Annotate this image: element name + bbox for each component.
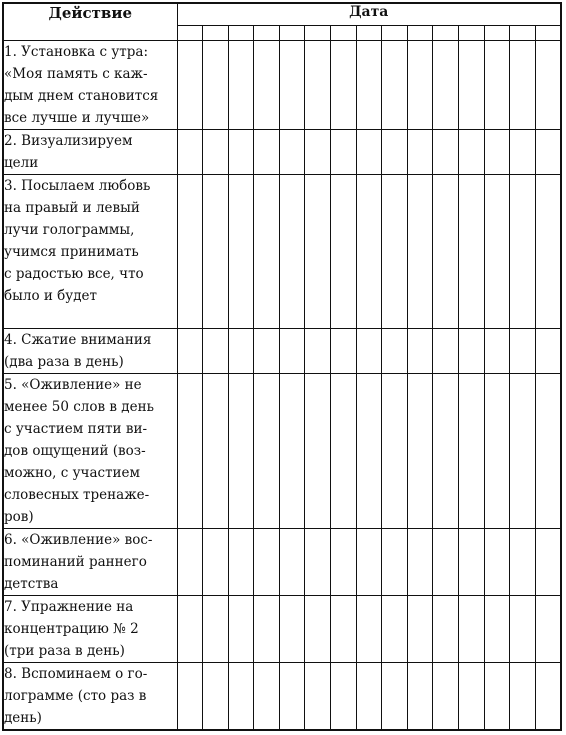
checkbox-cell[interactable] xyxy=(535,374,561,529)
checkbox-cell[interactable] xyxy=(407,529,433,596)
checkbox-cell[interactable] xyxy=(177,663,203,731)
checkbox-cell[interactable] xyxy=(459,41,485,130)
checkbox-cell[interactable] xyxy=(305,175,331,329)
checkbox-cell[interactable] xyxy=(356,130,382,175)
checkbox-cell[interactable] xyxy=(382,41,408,130)
checkbox-cell[interactable] xyxy=(228,175,254,329)
checkbox-cell[interactable] xyxy=(228,374,254,529)
checkbox-cell[interactable] xyxy=(433,663,459,731)
checkbox-cell[interactable] xyxy=(484,175,510,329)
checkbox-cell[interactable] xyxy=(535,596,561,663)
checkbox-cell[interactable] xyxy=(510,329,536,374)
date-cell[interactable] xyxy=(407,25,433,40)
checkbox-cell[interactable] xyxy=(510,130,536,175)
checkbox-cell[interactable] xyxy=(279,41,305,130)
checkbox-cell[interactable] xyxy=(382,529,408,596)
checkbox-cell[interactable] xyxy=(228,529,254,596)
table-row xyxy=(3,529,561,596)
checkbox-cell[interactable] xyxy=(407,175,433,329)
checkbox-cell[interactable] xyxy=(535,41,561,130)
checkbox-cell[interactable] xyxy=(484,529,510,596)
table-row xyxy=(3,329,561,374)
date-cell[interactable] xyxy=(228,25,254,40)
checkbox-cell[interactable] xyxy=(228,329,254,374)
checkbox-cell[interactable] xyxy=(535,175,561,329)
action-cell: 7. Упражнение на концентрацию № 2 (три раза в день) xyxy=(3,596,177,663)
checkbox-cell[interactable] xyxy=(279,374,305,529)
checkbox-cell[interactable] xyxy=(433,130,459,175)
table-row xyxy=(3,41,561,130)
checkbox-cell[interactable] xyxy=(203,130,229,175)
date-cell[interactable] xyxy=(254,25,280,40)
checkbox-cell[interactable] xyxy=(254,329,280,374)
checkbox-cell[interactable] xyxy=(407,329,433,374)
checkbox-cell[interactable] xyxy=(228,596,254,663)
checkbox-cell[interactable] xyxy=(407,596,433,663)
checkbox-cell[interactable] xyxy=(356,374,382,529)
checkbox-cell[interactable] xyxy=(331,329,357,374)
checkbox-cell[interactable] xyxy=(459,374,485,529)
action-cell: 3. Посылаем любовь на правый и левый лучи голограммы, учимся принимать с радостью все, что было и будет xyxy=(3,175,177,329)
table-row xyxy=(3,374,561,529)
checkbox-cell[interactable] xyxy=(459,596,485,663)
checkbox-cell[interactable] xyxy=(407,374,433,529)
checkbox-cell[interactable] xyxy=(433,175,459,329)
checkbox-cell[interactable] xyxy=(203,41,229,130)
checkbox-cell[interactable] xyxy=(228,41,254,130)
table-row xyxy=(3,663,561,731)
date-cell[interactable] xyxy=(433,25,459,40)
checkbox-cell[interactable] xyxy=(305,529,331,596)
checkbox-cell[interactable] xyxy=(433,374,459,529)
checkbox-cell[interactable] xyxy=(305,329,331,374)
checkbox-cell[interactable] xyxy=(254,596,280,663)
action-cell: 8. Вспоминаем о го- лограмме (сто раз в день) xyxy=(3,663,177,731)
table-row xyxy=(3,596,561,663)
checkbox-cell[interactable] xyxy=(331,41,357,130)
date-cell[interactable] xyxy=(356,25,382,40)
checkbox-cell[interactable] xyxy=(331,130,357,175)
checkbox-cell[interactable] xyxy=(203,663,229,731)
checkbox-cell[interactable] xyxy=(177,529,203,596)
checkbox-cell[interactable] xyxy=(484,130,510,175)
checkbox-cell[interactable] xyxy=(356,175,382,329)
checkbox-cell[interactable] xyxy=(382,329,408,374)
checkbox-cell[interactable] xyxy=(407,41,433,130)
checkbox-cell[interactable] xyxy=(535,130,561,175)
date-cell[interactable] xyxy=(177,25,203,40)
checkbox-cell[interactable] xyxy=(305,596,331,663)
checkbox-cell[interactable] xyxy=(228,663,254,731)
checkbox-cell[interactable] xyxy=(177,596,203,663)
checkbox-cell[interactable] xyxy=(331,596,357,663)
checkbox-cell[interactable] xyxy=(433,41,459,130)
checkbox-cell[interactable] xyxy=(177,329,203,374)
checkbox-cell[interactable] xyxy=(484,329,510,374)
checkbox-cell[interactable] xyxy=(254,374,280,529)
checkbox-cell[interactable] xyxy=(459,130,485,175)
checkbox-cell[interactable] xyxy=(177,374,203,529)
checkbox-cell[interactable] xyxy=(279,596,305,663)
checkbox-cell[interactable] xyxy=(305,130,331,175)
checkbox-cell[interactable] xyxy=(331,175,357,329)
checkbox-cell[interactable] xyxy=(203,175,229,329)
table-header xyxy=(3,3,561,41)
checkbox-cell[interactable] xyxy=(382,175,408,329)
checkbox-cell[interactable] xyxy=(254,663,280,731)
checkbox-cell[interactable] xyxy=(382,596,408,663)
checkbox-cell[interactable] xyxy=(407,663,433,731)
table-row xyxy=(3,175,561,329)
checkbox-cell[interactable] xyxy=(279,329,305,374)
checkbox-cell[interactable] xyxy=(459,529,485,596)
action-cell: 4. Сжатие внимания (два раза в день) xyxy=(3,329,177,374)
action-cell: 5. «Оживление» не менее 50 слов в день с участием пяти ви- дов ощущений (воз- можно, с участием словесных тренаже- ров) xyxy=(3,374,177,529)
date-cell[interactable] xyxy=(459,25,485,40)
checkbox-cell[interactable] xyxy=(433,329,459,374)
checkbox-cell[interactable] xyxy=(510,374,536,529)
checkbox-cell[interactable] xyxy=(433,529,459,596)
checkbox-cell[interactable] xyxy=(382,130,408,175)
checkbox-cell[interactable] xyxy=(279,175,305,329)
checkbox-cell[interactable] xyxy=(510,175,536,329)
checkbox-cell[interactable] xyxy=(203,374,229,529)
date-cell[interactable] xyxy=(331,25,357,40)
checkbox-cell[interactable] xyxy=(305,374,331,529)
checkbox-cell[interactable] xyxy=(177,130,203,175)
checkbox-cell[interactable] xyxy=(331,529,357,596)
checkbox-cell[interactable] xyxy=(484,663,510,731)
date-cell[interactable] xyxy=(203,25,229,40)
checkbox-cell[interactable] xyxy=(305,663,331,731)
checkbox-cell[interactable] xyxy=(203,329,229,374)
checkbox-cell[interactable] xyxy=(279,130,305,175)
checkbox-cell[interactable] xyxy=(254,130,280,175)
checkbox-cell[interactable] xyxy=(254,529,280,596)
date-cell[interactable] xyxy=(279,25,305,40)
checkbox-cell[interactable] xyxy=(535,329,561,374)
table-row xyxy=(3,130,561,175)
checkbox-cell[interactable] xyxy=(177,175,203,329)
action-date-table xyxy=(2,2,562,731)
checkbox-cell[interactable] xyxy=(331,374,357,529)
checkbox-cell[interactable] xyxy=(433,596,459,663)
action-cell: 1. Установка с утра: «Моя память с каж- дым днем становится все лучше и лучше» xyxy=(3,41,177,130)
date-cell[interactable] xyxy=(305,25,331,40)
checkbox-cell[interactable] xyxy=(535,529,561,596)
action-cell: 2. Визуализируем цели xyxy=(3,130,177,175)
date-cell[interactable] xyxy=(484,25,510,40)
checkbox-cell[interactable] xyxy=(254,41,280,130)
checkbox-cell[interactable] xyxy=(203,529,229,596)
checkbox-cell[interactable] xyxy=(459,329,485,374)
checkbox-cell[interactable] xyxy=(407,130,433,175)
action-cell: 6. «Оживление» вос- поминаний раннего детства xyxy=(3,529,177,596)
checkbox-cell[interactable] xyxy=(356,529,382,596)
checkbox-cell[interactable] xyxy=(510,596,536,663)
checkbox-cell[interactable] xyxy=(382,663,408,731)
checkbox-cell[interactable] xyxy=(382,374,408,529)
table-body xyxy=(3,41,561,731)
checkbox-cell[interactable] xyxy=(356,596,382,663)
checkbox-cell[interactable] xyxy=(356,41,382,130)
checkbox-cell[interactable] xyxy=(177,41,203,130)
checkbox-cell[interactable] xyxy=(331,663,357,731)
date-cell[interactable] xyxy=(510,25,536,40)
checkbox-cell[interactable] xyxy=(535,663,561,731)
checkbox-cell[interactable] xyxy=(254,175,280,329)
checkbox-cell[interactable] xyxy=(305,41,331,130)
checkbox-cell[interactable] xyxy=(279,663,305,731)
checkbox-cell[interactable] xyxy=(484,596,510,663)
checkbox-cell[interactable] xyxy=(279,529,305,596)
checkbox-cell[interactable] xyxy=(459,663,485,731)
checkbox-cell[interactable] xyxy=(356,663,382,731)
checkbox-cell[interactable] xyxy=(203,596,229,663)
checkbox-cell[interactable] xyxy=(484,374,510,529)
date-column-header: Дата xyxy=(177,3,561,25)
checkbox-cell[interactable] xyxy=(459,175,485,329)
checkbox-cell[interactable] xyxy=(510,41,536,130)
checkbox-cell[interactable] xyxy=(510,663,536,731)
action-column-header: Действие xyxy=(3,3,177,41)
date-cell[interactable] xyxy=(535,25,561,40)
checkbox-cell[interactable] xyxy=(356,329,382,374)
checkbox-cell[interactable] xyxy=(510,529,536,596)
checkbox-cell[interactable] xyxy=(228,130,254,175)
date-cell[interactable] xyxy=(382,25,408,40)
checkbox-cell[interactable] xyxy=(484,41,510,130)
